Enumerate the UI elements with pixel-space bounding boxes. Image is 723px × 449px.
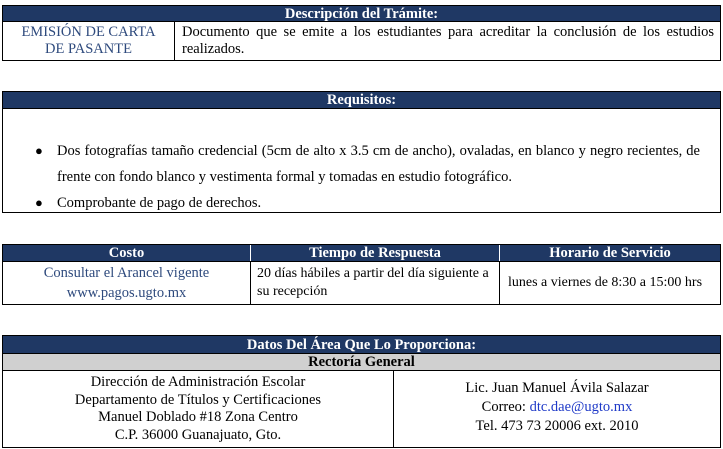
- direccion-linea: Dirección de Administración Escolar: [90, 374, 306, 390]
- contacto-correo: [394, 398, 720, 417]
- direccion-linea: Manuel Doblado #18 Zona Centro: [98, 409, 298, 425]
- servicio-header-row: [3, 245, 720, 262]
- area-direccion: [3, 371, 394, 447]
- horario-texto: lunes a viernes de 8:30 a 15:00 hrs: [508, 275, 703, 290]
- tramite-nombre: [3, 22, 175, 60]
- descripcion-row: [3, 22, 720, 60]
- horario-header: Horario de Servicio: [549, 245, 671, 261]
- costo-header: Costo: [3, 245, 251, 261]
- requisitos-header: Requisitos:: [3, 92, 720, 109]
- list-item: [35, 138, 700, 190]
- requisito-texto: Dos fotografías tamaño credencial (5cm de alto x 3.5 cm de ancho), ovaladas, en blanco y negro recientes, de frente con fondo blanco y vestimenta formal y tomadas en estudio fotográfico.: [57, 143, 700, 185]
- horario-cell: [500, 262, 720, 304]
- descripcion-table: [2, 5, 721, 61]
- correo-label: Correo:: [481, 399, 530, 415]
- pagos-link[interactable]: www.pagos.ugto.mx: [66, 285, 187, 301]
- contacto-nombre: Lic. Juan Manuel Ávila Salazar: [465, 380, 649, 396]
- area-contacto: [394, 371, 720, 447]
- contacto-telefono: Tel. 473 73 20006 ext. 2010: [475, 418, 639, 434]
- requisito-texto: Comprobante de pago de derechos.: [57, 195, 262, 211]
- correo-link[interactable]: dtc.dae@ugto.mx: [529, 399, 633, 415]
- tiempo-cell: 20 días hábiles a partir del día siguiente a su recepción: [251, 262, 500, 304]
- requisitos-list: [3, 109, 720, 216]
- tiempo-header: Tiempo de Respuesta: [251, 245, 500, 261]
- bullet-icon: ●: [35, 143, 43, 158]
- costo-cell: [3, 262, 251, 304]
- direccion-linea: Departamento de Títulos y Certificaciones: [74, 391, 322, 408]
- tramite-nombre-linea2: DE PASANTE: [45, 41, 132, 57]
- requisitos-table: [2, 91, 721, 213]
- servicio-table: [2, 244, 721, 305]
- servicio-body-row: [3, 262, 720, 304]
- descripcion-header: Descripción del Trámite:: [3, 6, 720, 22]
- area-row: [3, 371, 720, 447]
- costo-texto: Consultar el Arancel vigente: [43, 265, 210, 281]
- tramite-descripcion: Documento que se emite a los estudiantes para acreditar la conclusión de los estudios realizados.: [182, 24, 714, 57]
- tramite-nombre-linea1: EMISIÓN DE CARTA: [21, 24, 156, 40]
- area-table: [2, 335, 721, 448]
- bullet-icon: ●: [35, 195, 43, 210]
- area-header: Datos Del Área Que Lo Proporciona:: [3, 336, 720, 354]
- direccion-linea: C.P. 36000 Guanajuato, Gto.: [114, 426, 282, 443]
- list-item: [35, 190, 700, 216]
- area-subheader: Rectoría General: [3, 354, 720, 371]
